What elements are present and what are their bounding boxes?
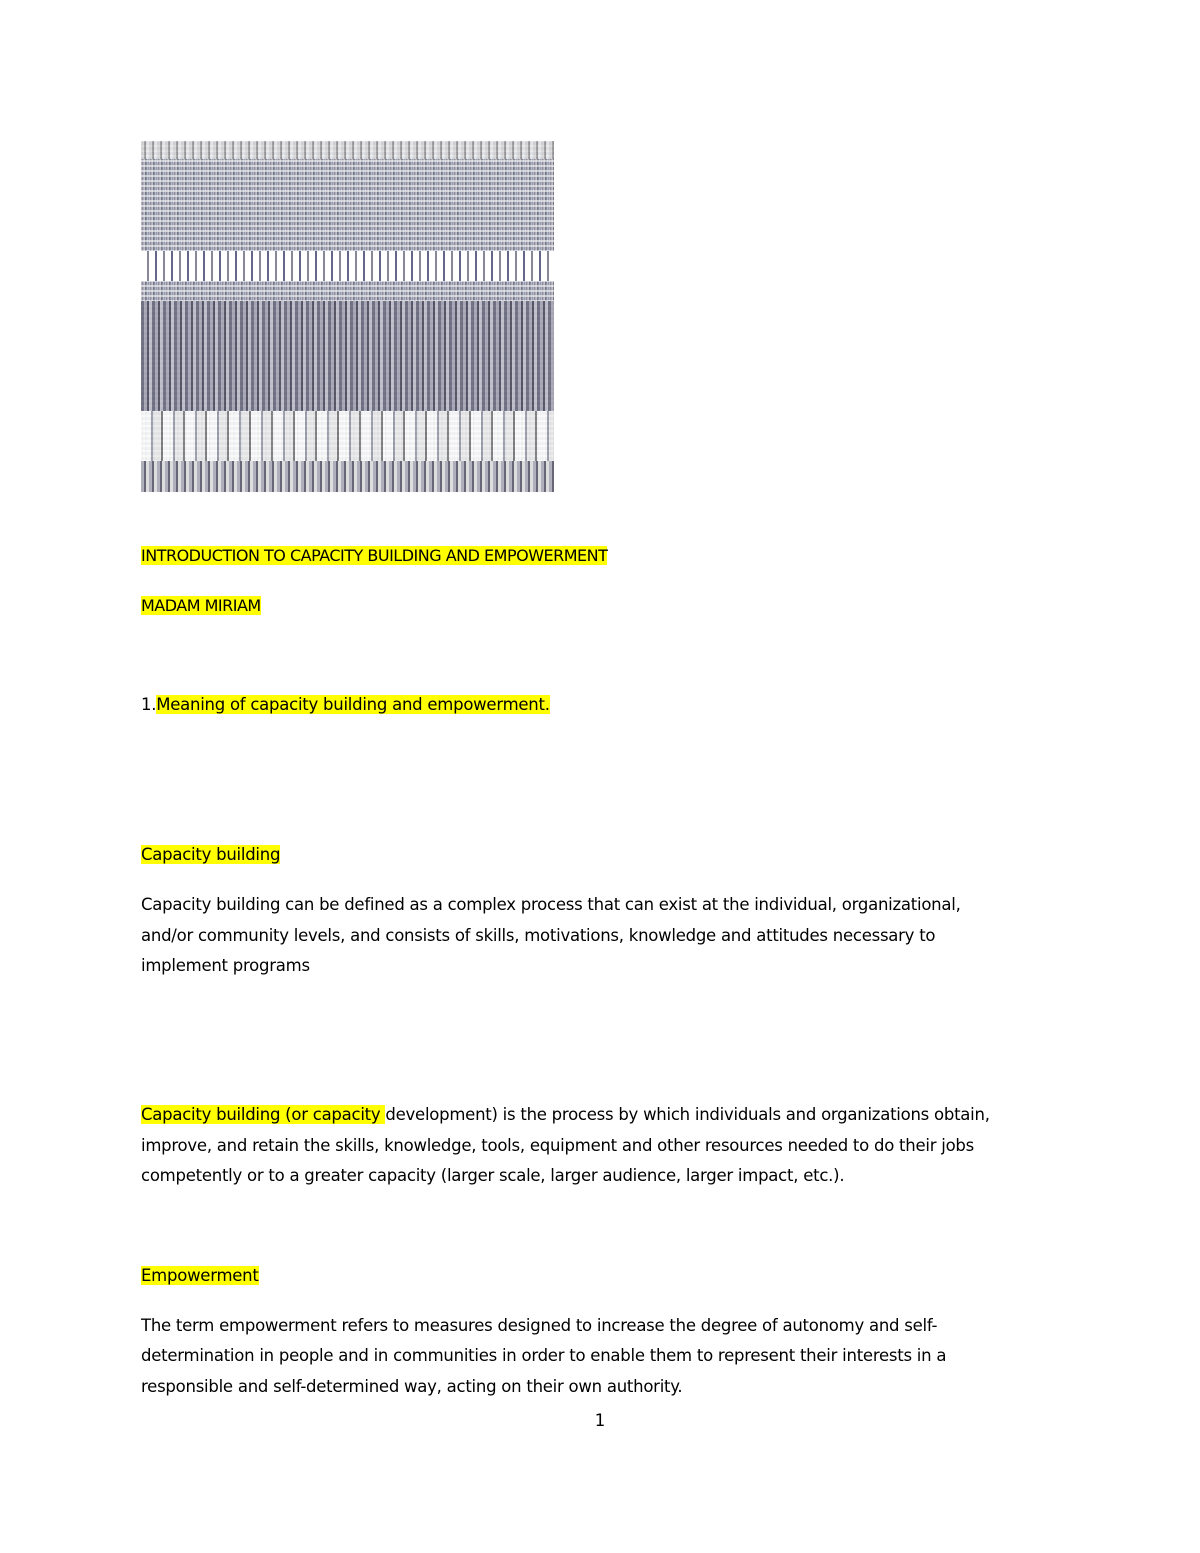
highlighted-phrase: Capacity building (or capacity: [141, 1105, 386, 1124]
document-figure-image: [141, 141, 554, 492]
paragraph-line: competently or to a greater capacity (larger scale, larger audience, larger impact, etc.).: [141, 1166, 845, 1185]
paragraph-line: improve, and retain the skills, knowledge, tools, equipment and other resources needed to do their jobs: [141, 1136, 974, 1155]
figure-band: [141, 461, 554, 492]
paragraph-line: implement programs: [141, 956, 310, 975]
empowerment-heading: Empowerment: [141, 1266, 259, 1285]
section-number: 1.: [141, 695, 157, 714]
paragraph-line: Capacity building (or capacity development) is the process by which individuals and organizations obtain,: [141, 1105, 990, 1124]
paragraph-line: Capacity building can be defined as a complex process that can exist at the individual, organizational,: [141, 895, 961, 914]
page-number: 1: [594, 1411, 606, 1430]
figure-band: [141, 301, 554, 411]
author-name: MADAM MIRIAM: [141, 596, 261, 615]
paragraph-line: The term empowerment refers to measures designed to increase the degree of autonomy and self-: [141, 1316, 938, 1335]
paragraph-line: determination in people and in communities in order to enable them to represent their interests in a: [141, 1346, 947, 1365]
figure-band: [141, 251, 554, 281]
capacity-building-heading: Capacity building: [141, 845, 281, 864]
section-title: Meaning of capacity building and empowerment.: [156, 695, 550, 714]
figure-band: [141, 141, 554, 159]
paragraph-line: and/or community levels, and consists of skills, motivations, knowledge and attitudes necessary to: [141, 926, 936, 945]
section-heading: [141, 695, 550, 715]
document-title: INTRODUCTION TO CAPACITY BUILDING AND EMPOWERMENT: [141, 546, 608, 565]
figure-band: [141, 411, 554, 461]
paragraph-line: responsible and self-determined way, acting on their own authority.: [141, 1377, 683, 1396]
